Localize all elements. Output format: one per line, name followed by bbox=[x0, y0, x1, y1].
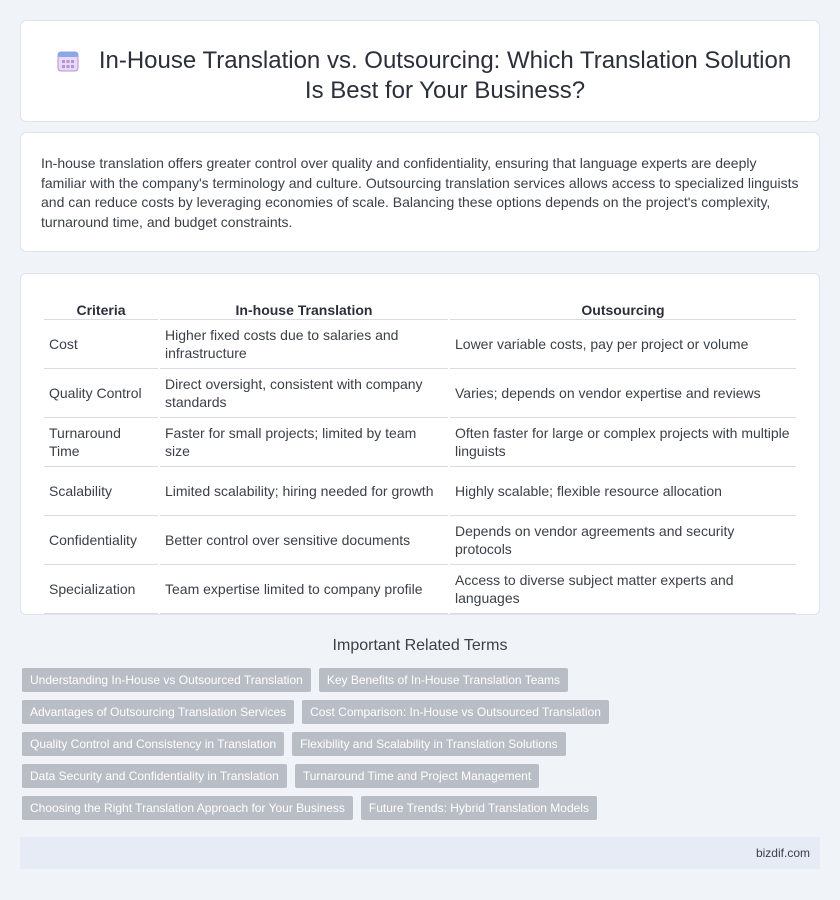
table-row bbox=[44, 467, 796, 516]
footer-brand[interactable]: bizdif.com bbox=[755, 846, 810, 860]
cell-outsourcing: Access to diverse subject matter experts and languages bbox=[450, 565, 796, 614]
footer bbox=[20, 837, 820, 869]
related-terms-heading: Important Related Terms bbox=[332, 637, 508, 654]
calendar-icon bbox=[56, 49, 80, 73]
related-term-link[interactable]: Understanding In-House vs Outsourced Translation bbox=[22, 668, 311, 692]
related-term-link[interactable]: Data Security and Confidentiality in Translation bbox=[22, 764, 287, 788]
cell-outsourcing: Depends on vendor agreements and security protocols bbox=[450, 516, 796, 565]
header-outsourcing: Outsourcing bbox=[450, 296, 796, 320]
table-row bbox=[44, 565, 796, 614]
table-row bbox=[44, 516, 796, 565]
related-term-link[interactable]: Turnaround Time and Project Management bbox=[295, 764, 539, 788]
cell-in-house: Faster for small projects; limited by team size bbox=[160, 418, 448, 467]
cell-outsourcing: Lower variable costs, pay per project or volume bbox=[450, 320, 796, 369]
related-terms-list bbox=[22, 668, 812, 820]
header-in-house: In-house Translation bbox=[160, 296, 448, 320]
cell-in-house: Limited scalability; hiring needed for growth bbox=[160, 467, 448, 516]
related-term-link[interactable]: Cost Comparison: In-House vs Outsourced Translation bbox=[302, 700, 609, 724]
related-term-link[interactable]: Choosing the Right Translation Approach for Your Business bbox=[22, 796, 353, 820]
intro-card bbox=[20, 132, 820, 252]
cell-outsourcing: Often faster for large or complex projects with multiple linguists bbox=[450, 418, 796, 467]
related-term-link[interactable]: Quality Control and Consistency in Translation bbox=[22, 732, 284, 756]
cell-criteria: Turnaround Time bbox=[44, 418, 158, 467]
intro-text: In-house translation offers greater control over quality and confidentiality, ensuring that language experts are deeply familiar with the company's terminology and culture. Outsourcing translation services allows access to specialized linguists and can reduce costs by leveraging economies of scale. Balancing these options depends on the project's complexity, turnaround time, and budget constraints. bbox=[41, 155, 799, 230]
cell-criteria: Confidentiality bbox=[44, 516, 158, 565]
cell-criteria: Quality Control bbox=[44, 369, 158, 418]
cell-criteria: Cost bbox=[44, 320, 158, 369]
page-title: In-House Translation vs. Outsourcing: Which Translation Solution Is Best for Your Business? bbox=[98, 47, 792, 104]
table-row bbox=[44, 369, 796, 418]
table-row bbox=[44, 320, 796, 369]
related-term-link[interactable]: Key Benefits of In-House Translation Teams bbox=[319, 668, 568, 692]
table-header-row bbox=[44, 296, 796, 320]
table-row bbox=[44, 418, 796, 467]
comparison-table bbox=[42, 296, 798, 614]
title-card bbox=[20, 20, 820, 122]
related-term-link[interactable]: Future Trends: Hybrid Translation Models bbox=[361, 796, 597, 820]
related-term-link[interactable]: Flexibility and Scalability in Translation Solutions bbox=[292, 732, 565, 756]
cell-outsourcing: Highly scalable; flexible resource allocation bbox=[450, 467, 796, 516]
comparison-card bbox=[20, 273, 820, 615]
cell-criteria: Scalability bbox=[44, 467, 158, 516]
cell-criteria: Specialization bbox=[44, 565, 158, 614]
cell-outsourcing: Varies; depends on vendor expertise and reviews bbox=[450, 369, 796, 418]
header-criteria: Criteria bbox=[44, 296, 158, 320]
cell-in-house: Better control over sensitive documents bbox=[160, 516, 448, 565]
cell-in-house: Higher fixed costs due to salaries and infrastructure bbox=[160, 320, 448, 369]
related-term-link[interactable]: Advantages of Outsourcing Translation Services bbox=[22, 700, 294, 724]
cell-in-house: Team expertise limited to company profile bbox=[160, 565, 448, 614]
cell-in-house: Direct oversight, consistent with company standards bbox=[160, 369, 448, 418]
